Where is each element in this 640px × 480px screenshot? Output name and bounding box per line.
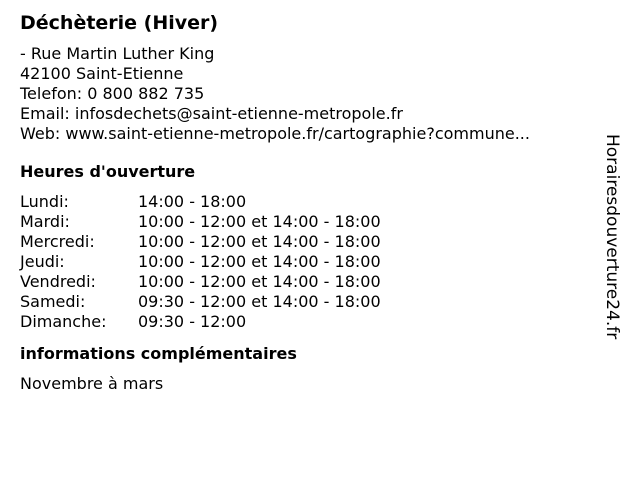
hours-row-sunday [20, 312, 381, 332]
hours-row-saturday [20, 292, 381, 312]
day-times: 09:30 - 12:00 et 14:00 - 18:00 [138, 292, 381, 311]
day-label: Vendredi: [20, 272, 96, 291]
hours-row-thursday [20, 252, 381, 272]
day-times: 10:00 - 12:00 et 14:00 - 18:00 [138, 232, 381, 251]
day-times: 10:00 - 12:00 et 14:00 - 18:00 [138, 212, 381, 231]
info-heading: informations complémentaires [20, 344, 297, 363]
info-note: Novembre à mars [20, 374, 164, 393]
hours-table [20, 192, 381, 332]
web-link[interactable]: Web: www.saint-etienne-metropole.fr/cartographie?commune... [20, 124, 530, 143]
address-city: 42100 Saint-Etienne [20, 64, 184, 83]
email-line[interactable]: Email: infosdechets@saint-etienne-metropole.fr [20, 104, 403, 123]
day-times: 14:00 - 18:00 [138, 192, 247, 211]
day-times: 10:00 - 12:00 et 14:00 - 18:00 [138, 272, 381, 291]
day-label: Lundi: [20, 192, 69, 211]
hours-heading: Heures d'ouverture [20, 162, 196, 181]
facility-card [20, 10, 600, 394]
address-street: - Rue Martin Luther King [20, 44, 215, 63]
facility-title: Déchèterie (Hiver) [20, 12, 219, 34]
day-label: Samedi: [20, 292, 86, 311]
day-times: 10:00 - 12:00 et 14:00 - 18:00 [138, 252, 381, 271]
day-label: Jeudi: [20, 252, 65, 271]
day-label: Mardi: [20, 212, 70, 231]
phone-line[interactable]: Telefon: 0 800 882 735 [20, 84, 205, 103]
hours-row-friday [20, 272, 381, 292]
day-times: 09:30 - 12:00 [138, 312, 247, 331]
hours-row-wednesday [20, 232, 381, 252]
site-watermark: Horairesdouverture24.fr [602, 134, 622, 340]
day-label: Dimanche: [20, 312, 107, 331]
hours-row-monday [20, 192, 381, 212]
hours-row-tuesday [20, 212, 381, 232]
day-label: Mercredi: [20, 232, 95, 251]
